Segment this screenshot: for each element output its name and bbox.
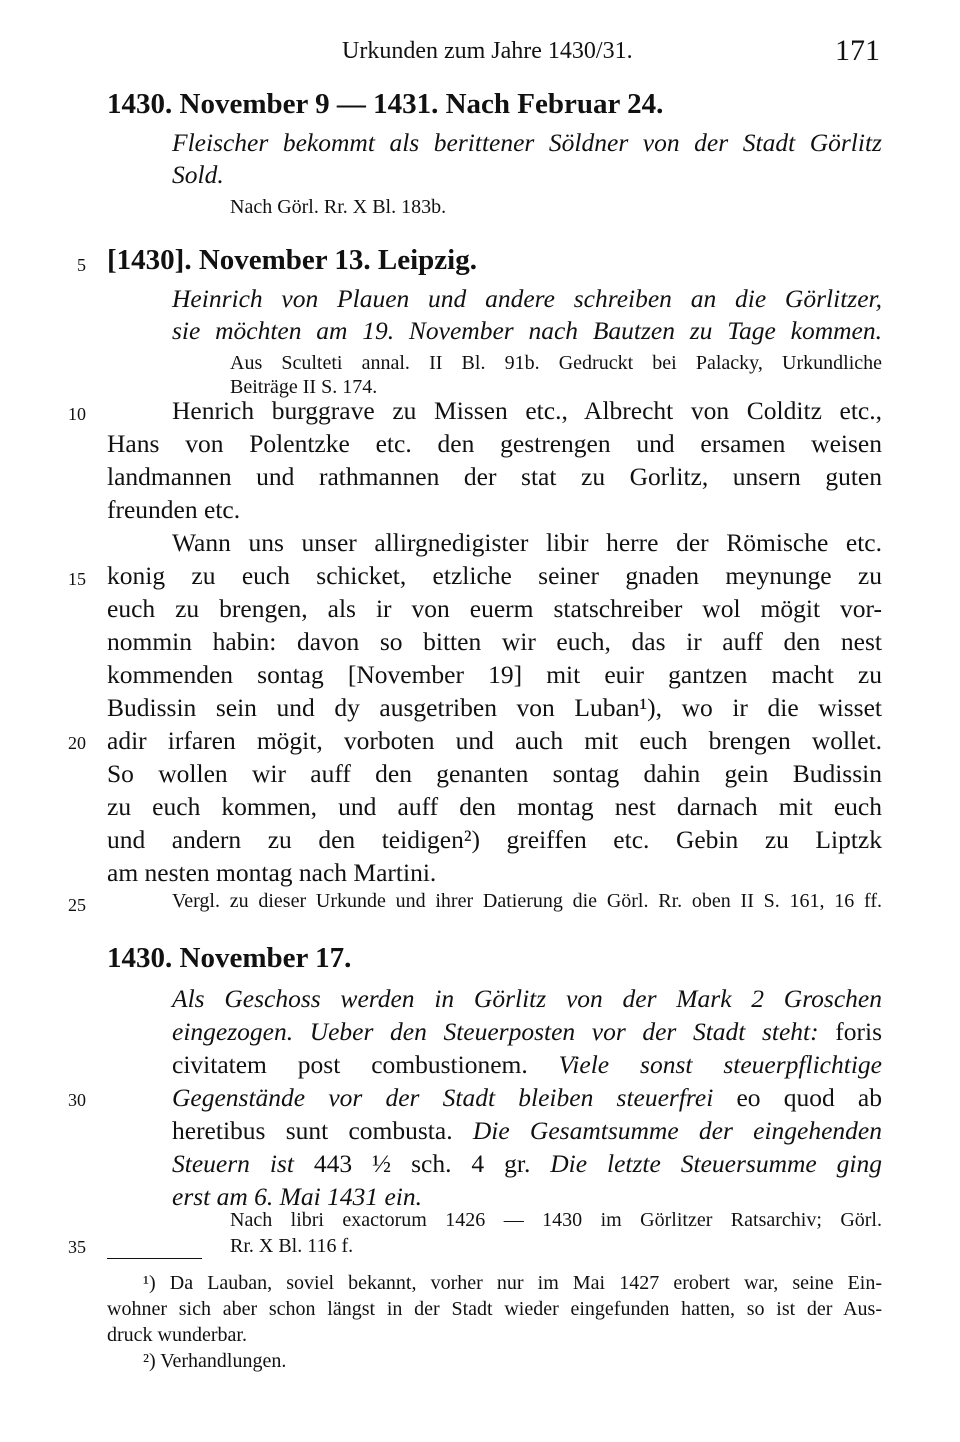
entry-note: Vergl. zu dieser Urkunde und ihrer Datierung die Görl. Rr. oben II S. 161, 16 ff.: [172, 890, 882, 912]
entry-summary-line: [172, 1050, 882, 1080]
line-number: 30: [68, 1090, 86, 1110]
entry-heading: 1430. November 9 — 1431. Nach Februar 24.: [107, 88, 664, 120]
line-number: 35: [68, 1237, 86, 1257]
entry-summary-line: [172, 984, 882, 1014]
line-number: 10: [68, 404, 86, 424]
entry-source: Beiträge II S. 174.: [230, 376, 378, 398]
roman-run: eo quod ab: [736, 1083, 882, 1112]
footnote-line: druck wunderbar.: [107, 1324, 247, 1346]
footnote-rule: [107, 1258, 202, 1259]
entry-summary-line: [172, 1017, 882, 1047]
body-line: kommenden sontag [November 19] mit euir gantzen macht zu: [107, 660, 882, 689]
entry-summary-line: sie möchten am 19. November nach Bautzen zu Tage kommen.: [172, 316, 882, 345]
italic-run: Gegenstände vor der Stadt bleiben steuerfrei: [172, 1083, 737, 1112]
line-number: 25: [68, 895, 86, 915]
body-line: und andern zu den teidigen²) greiffen etc. Gebin zu Liptzk: [107, 825, 882, 854]
body-line: freunden etc.: [107, 495, 241, 524]
body-line: Hans von Polentzke etc. den gestrengen und ersamen weisen: [107, 429, 882, 458]
body-line: zu euch kommen, und auff den montag nest darnach mit euch: [107, 792, 882, 821]
italic-run: Viele sonst steuerpflichtige: [558, 1050, 882, 1079]
footnote-line: ¹) Da Lauban, soviel bekannt, vorher nur im Mai 1427 erobert war, seine Ein-: [143, 1272, 882, 1294]
italic-run: eingezogen. Ueber den Steuerposten vor der Stadt steht:: [172, 1017, 836, 1046]
body-line: euch zu brengen, als ir von euerm statschreiber wol mögit vor-: [107, 594, 882, 623]
roman-run: heretibus sunt combusta.: [172, 1116, 473, 1145]
entry-summary-line: Sold.: [172, 160, 224, 189]
page-number: 171: [835, 34, 880, 67]
italic-run: erst am 6. Mai 1431 ein.: [172, 1182, 423, 1211]
line-number: 15: [68, 569, 86, 589]
body-line: Wann uns unser allirgnedigister libir herre der Römische etc.: [172, 528, 882, 557]
entry-heading: 1430. November 17.: [107, 942, 352, 974]
italic-run: Steuern ist: [172, 1149, 314, 1178]
running-title: Urkunden zum Jahre 1430/31.: [342, 38, 633, 64]
body-line: konig zu euch schicket, etzliche seiner gnaden meynunge zu: [107, 561, 882, 590]
entry-source: Nach Görl. Rr. X Bl. 183b.: [230, 196, 447, 218]
body-line: Budissin sein und dy ausgetriben von Luban¹), wo ir die wisset: [107, 693, 882, 722]
entry-summary-line: [172, 1182, 422, 1212]
entry-summary-line: [172, 1116, 882, 1146]
line-number: 5: [77, 255, 86, 275]
body-line: Henrich burggrave zu Missen etc., Albrecht von Colditz etc.,: [172, 396, 882, 425]
body-line: landmannen und rathmannen der stat zu Gorlitz, unsern guten: [107, 462, 882, 491]
entry-summary-line: [172, 1149, 882, 1179]
italic-run: Als Geschoss werden in Görlitz von der Mark 2 Groschen: [172, 984, 882, 1013]
italic-run: Die Gesamtsumme der eingehenden: [472, 1116, 882, 1145]
body-line: nommin habin: davon so bitten wir euch, das ir auff den nest: [107, 627, 882, 656]
roman-run: civitatem post combustionem.: [172, 1050, 559, 1079]
footnote-line: ²) Verhandlungen.: [143, 1350, 287, 1372]
entry-summary-line: [172, 1083, 882, 1113]
italic-run: Die letzte Steuersumme ging: [550, 1149, 883, 1178]
entry-source: Nach libri exactorum 1426 — 1430 im Görlitzer Ratsarchiv; Görl.: [230, 1209, 882, 1231]
roman-run: 443 ½ sch. 4 gr.: [313, 1149, 551, 1178]
entry-heading: [1430]. November 13. Leipzig.: [107, 244, 477, 276]
footnote-line: wohner sich aber schon längst in der Stadt wieder eingefunden hatten, so ist der Aus-: [107, 1298, 882, 1320]
entry-summary-line: Fleischer bekommt als berittener Söldner von der Stadt Görlitz: [172, 128, 882, 157]
entry-summary-line: Heinrich von Plauen und andere schreiben an die Görlitzer,: [172, 284, 882, 313]
entry-source: Aus Sculteti annal. II Bl. 91b. Gedruckt bei Palacky, Urkundliche: [230, 352, 882, 374]
body-line: So wollen wir auff den genanten sontag dahin gein Budissin: [107, 759, 882, 788]
line-number: 20: [68, 733, 86, 753]
roman-run: foris: [835, 1017, 882, 1046]
body-line: am nesten montag nach Martini.: [107, 858, 437, 887]
body-line: adir irfaren mögit, vorboten und auch mit euch brengen wollet.: [107, 726, 882, 755]
entry-source: Rr. X Bl. 116 f.: [230, 1235, 354, 1257]
